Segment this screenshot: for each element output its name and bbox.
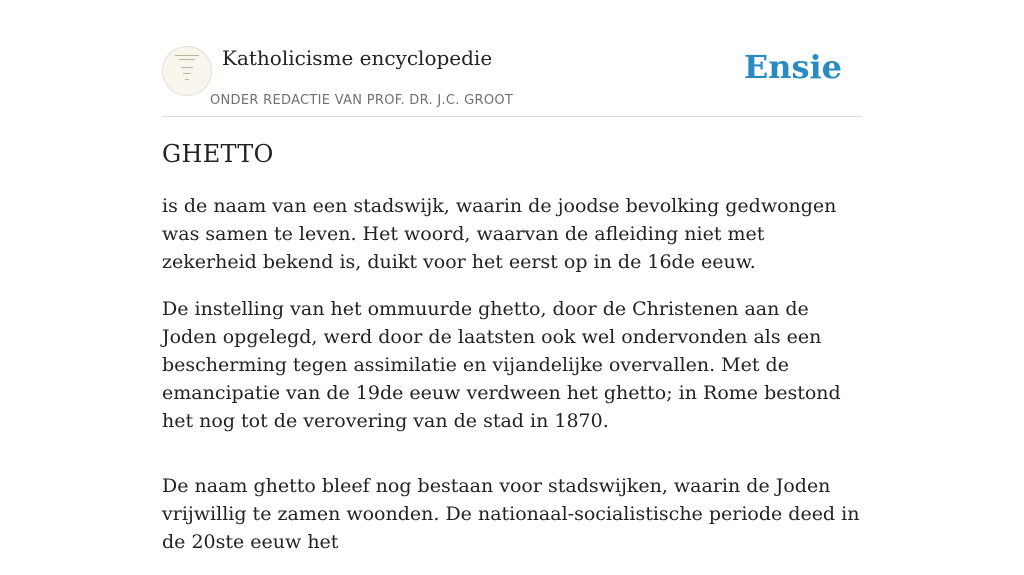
book-cover-thumbnail[interactable] [162,46,212,96]
site-header [162,0,862,117]
entry-paragraph: is de naam van een stadswijk, waarin de joodse bevolking gedwongen was samen te leven. Het woord, waarvan de afleiding niet met zekerheid bekend is, duikt voor het eerst op in de 16de eeuw. [162,195,837,273]
entry-body [162,192,862,575]
book-editor-subtitle: ONDER REDACTIE VAN PROF. DR. J.C. GROOT [210,93,514,108]
entry-paragraph: De naam ghetto bleef nog bestaan voor stadswijken, waarin de Joden vrijwillig te zamen woonden. De nationaal-socialistische periode deed in de 20ste eeuw het [162,475,860,553]
entry-title: GHETTO [162,140,274,168]
site-logo[interactable]: Ensie [743,48,842,86]
book-title[interactable]: Katholicisme encyclopedie [222,46,493,70]
page-content [162,0,862,553]
entry-paragraph: De instelling van het ommuurde ghetto, door de Christenen aan de Joden opgelegd, werd door de laatsten ook wel ondervonden als een bescherming tegen assimilatie en vijandelijke overvallen. Met de emancipatie van de 19de eeuw verdween het ghetto; in Rome bestond het nog tot de verovering van de stad in 1870. [162,298,841,432]
